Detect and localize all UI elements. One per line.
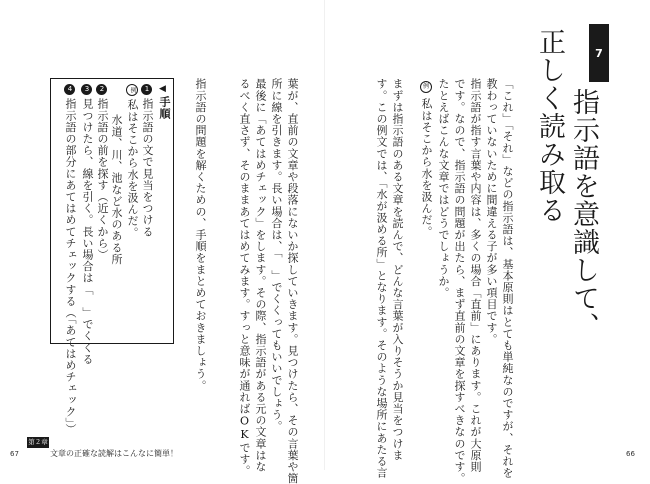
step-text: 指示語の文で見当をつける: [141, 98, 154, 238]
example-marker: 例: [420, 81, 432, 93]
page-number-left: 67: [10, 450, 19, 458]
page-gutter: [324, 0, 325, 470]
procedure-step-4: [64, 84, 76, 435]
body-text-line: まずは指示語のある文章を読んで、どんな言葉が入りそうか見当をつけま: [391, 78, 404, 461]
body-text-line: す。この例文では、「水が汲める所」となります。そのような場所にあたる言: [375, 78, 388, 479]
procedure-step-1: [141, 84, 153, 237]
procedure-step-2: [96, 84, 108, 260]
body-text-line: 指示語が指す言葉や内容は、多くの場合「直前」にあります。これが大原則: [469, 78, 482, 473]
body-text-line: 所に線を引きます。長い場合は、「 」でくくってもいいでしょう。: [270, 78, 283, 433]
step-number-badge: 1: [143, 85, 151, 94]
body-text-line: です。なので、指示語の問題が出たら、まず直前の文章を探すべきなのです。: [453, 78, 466, 484]
body-text-line: 葉が、直前の文章や段落にないか探していきます。見つけたら、その言葉や箇: [286, 78, 299, 484]
procedure-example: [126, 84, 138, 238]
step-text: 指示語の前を探す（近くから）: [96, 98, 109, 261]
step-number-badge: 2: [98, 85, 106, 94]
footer-chapter-title: 文章の正確な読解はこんなに簡単！: [50, 449, 178, 458]
body-text-line: たとえばこんな文章ではどうでしょうか。: [437, 78, 450, 299]
section-title-line-2: 正しく読み取る: [534, 28, 565, 224]
procedure-step-3: [81, 84, 93, 365]
step-number-badge: 4: [66, 85, 74, 94]
triangle-icon: ◀: [159, 84, 166, 94]
procedure-example-hint: 水道、川、池など水のある所: [110, 114, 123, 265]
summary-line: 指示語の問題を解くための、手順をまとめておきましょう。: [194, 78, 207, 392]
procedure-heading: 手順: [158, 96, 171, 120]
body-text-line: 「これ」「それ」などの指示語は、基本原則はとても単純なのですが、それを: [501, 78, 514, 479]
body-text-line: るべく直さず、そのままあてはめてみます。すっと意味が通ればOKです。: [238, 78, 251, 477]
body-text-line: 教わっていないために間違える子が多い項目です。: [485, 78, 498, 345]
step-text: 指示語の部分にあてはめてチェックする（「あてはめチェック」）: [64, 98, 77, 435]
section-title-line-1: 指示語を意識して、: [568, 88, 599, 340]
page-number-right: 66: [626, 450, 635, 458]
step-number-badge: 3: [83, 85, 91, 94]
chapter-number-tab: 7: [589, 24, 609, 82]
example-sentence: 私はそこから水を汲んだ。: [420, 98, 433, 238]
example-marker: 例: [126, 84, 138, 96]
footer-chapter-badge: 第２章: [28, 438, 48, 446]
example-text: 私はそこから水を汲んだ。: [126, 99, 139, 239]
body-text-line: 最後に「あてはめチェック」をします。その際、指示語がある元の文章はな: [254, 78, 267, 473]
step-text: 見つけたら、線を引く。長い場合は「 」でくくる: [81, 98, 94, 365]
